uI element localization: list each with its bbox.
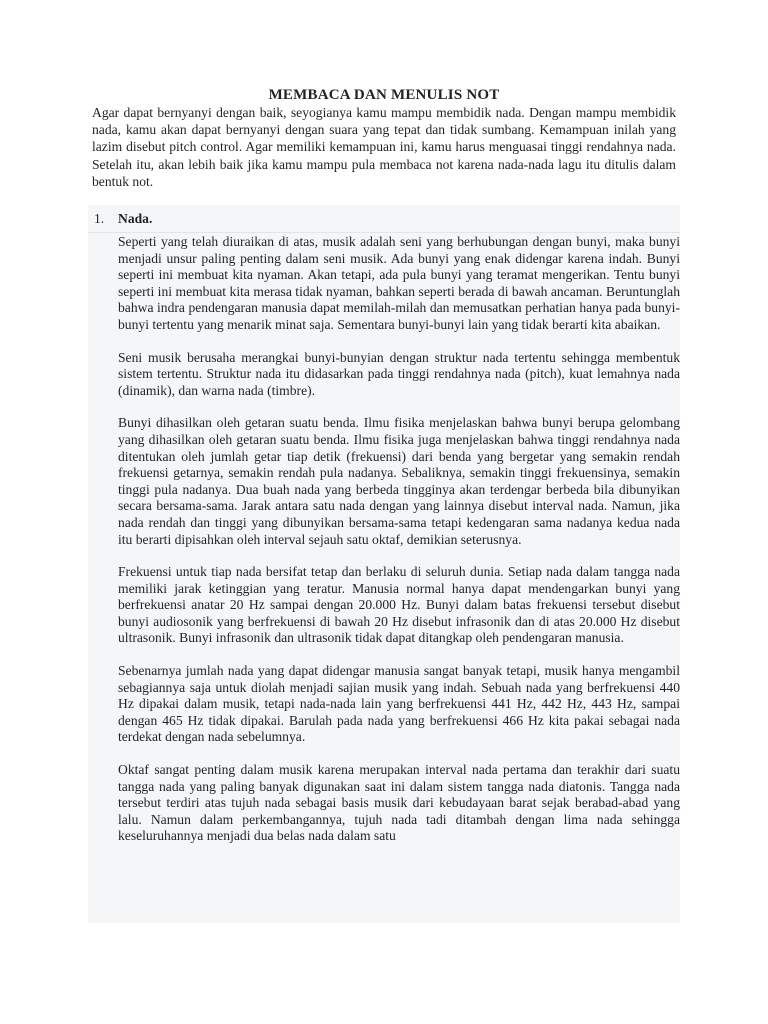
- body-paragraph: Seni musik berusaha merangkai bunyi-bunyian dengan struktur nada tertentu sehingga membentuk sistem tertentu. Struktur nada itu didasarkan pada tinggi rendahnya nada (pitch), kuat lemahnya nada (dinamik), dan warna nada (timbre).: [118, 349, 680, 398]
- list-number: 1.: [94, 211, 105, 226]
- section-heading: Nada.: [118, 211, 153, 226]
- numbered-list: [88, 205, 680, 923]
- intro-paragraph: [92, 104, 676, 190]
- body-paragraph: Oktaf sangat penting dalam musik karena merupakan interval nada pertama dan terakhir dari suatu tangga nada yang paling banyak digunakan saat ini dalam sistem tangga nada diatonis. Tangga nada tersebut terdiri atas tujuh nada sebagai basis musik dari kebudayaan barat sejak berabad-abad yang lalu. Namun dalam perkembangannya, tujuh nada tadi ditambah dengan lima nada sehingga keseluruhannya menjadi dua belas nada dalam satu: [118, 762, 680, 844]
- body-paragraph: Bunyi dihasilkan oleh getaran suatu benda. Ilmu fisika menjelaskan bahwa bunyi berupa gelombang yang dihasilkan oleh getaran suatu benda. Ilmu fisika juga menjelaskan bahwa tinggi rendahnya nada ditentukan oleh jumlah getar tiap detik (frekuensi) dari benda yang bergetar yang semakin rendah frekuensi getarnya, semakin rendah pula nadanya. Sebaliknya, semakin tinggi frekuensinya, semakin tinggi pula nadanya. Dua buah nada yang berbeda tingginya akan terdengar berbeda bila dibunyikan secara bersama-sama. Jarak antara satu nada dengan yang lainnya disebut interval nada. Namun, jika nada rendah dan tinggi yang dibunyikan bersama-sama tetapi kedengaran sama nadanya kedua nada itu berarti dipisahkan oleh interval sejauh satu oktaf, demikian seterusnya.: [118, 415, 680, 547]
- body-paragraph: Sebenarnya jumlah nada yang dapat didengar manusia sangat banyak tetapi, musik hanya mengambil sebagiannya saja untuk diolah menjadi sajian musik yang indah. Sebuah nada yang berfrekuensi 440 Hz dipakai dalam musik, tetapi nada-nada lain yang berfrekuensi 441 Hz, 442 Hz, 443 Hz, sampai dengan 465 Hz tidak dipakai. Barulah pada nada yang berfrekuensi 466 Hz kita pakai sebagai nada terdekat dengan nada sebelumnya.: [118, 663, 680, 745]
- row-divider: [88, 232, 680, 233]
- body-paragraph: Seperti yang telah diuraikan di atas, musik adalah seni yang berhubungan dengan bunyi, maka bunyi menjadi unsur paling penting dalam seni musik. Ada bunyi yang enak didengar karena indah. Bunyi seperti ini membuat kita nyaman. Akan tetapi, ada pula bunyi yang teramat mengerikan. Tentu bunyi seperti ini membuat kita merasa tidak nyaman, bahkan seperti berada di bawah ancaman. Beruntunglah bahwa indra pendengaran manusia dapat memilah-milah dan memusatkan perhatian hanya pada bunyi-bunyi tertentu yang menarik minat saja. Sementara bunyi-bunyi lain yang tidak berarti kita abaikan.: [118, 234, 680, 332]
- document-title: MEMBACA DAN MENULIS NOT: [268, 87, 500, 103]
- body-paragraph: Frekuensi untuk tiap nada bersifat tetap dan berlaku di seluruh dunia. Setiap nada dalam tangga nada memiliki jarak ketinggian yang teratur. Manusia normal hanya dapat mendengarkan bunyi yang berfrekuensi anatar 20 Hz sampai dengan 20.000 Hz. Bunyi dalam batas frekuensi tersebut disebut bunyi audiosonik yang berfrekuensi di bawah 20 Hz disebut infrasonik dan di atas 20.000 Hz disebut ultrasonik. Bunyi infrasonik dan ultrasonik tidak dapat ditangkap oleh pendengaran manusia.: [118, 564, 680, 646]
- section-body: [118, 234, 680, 861]
- intro-text: Agar dapat bernyanyi dengan baik, seyogianya kamu mampu membidik nada. Dengan mampu membidik nada, kamu akan dapat bernyanyi dengan suara yang tepat dan tidak sumbang. Kemampuan inilah yang lazim disebut pitch control. Agar memiliki kemampuan ini, kamu harus menguasai tinggi rendahnya nada. Setelah itu, akan lebih baik jika kamu mampu pula membaca not karena nada-nada lagu itu ditulis dalam bentuk not.: [92, 105, 676, 189]
